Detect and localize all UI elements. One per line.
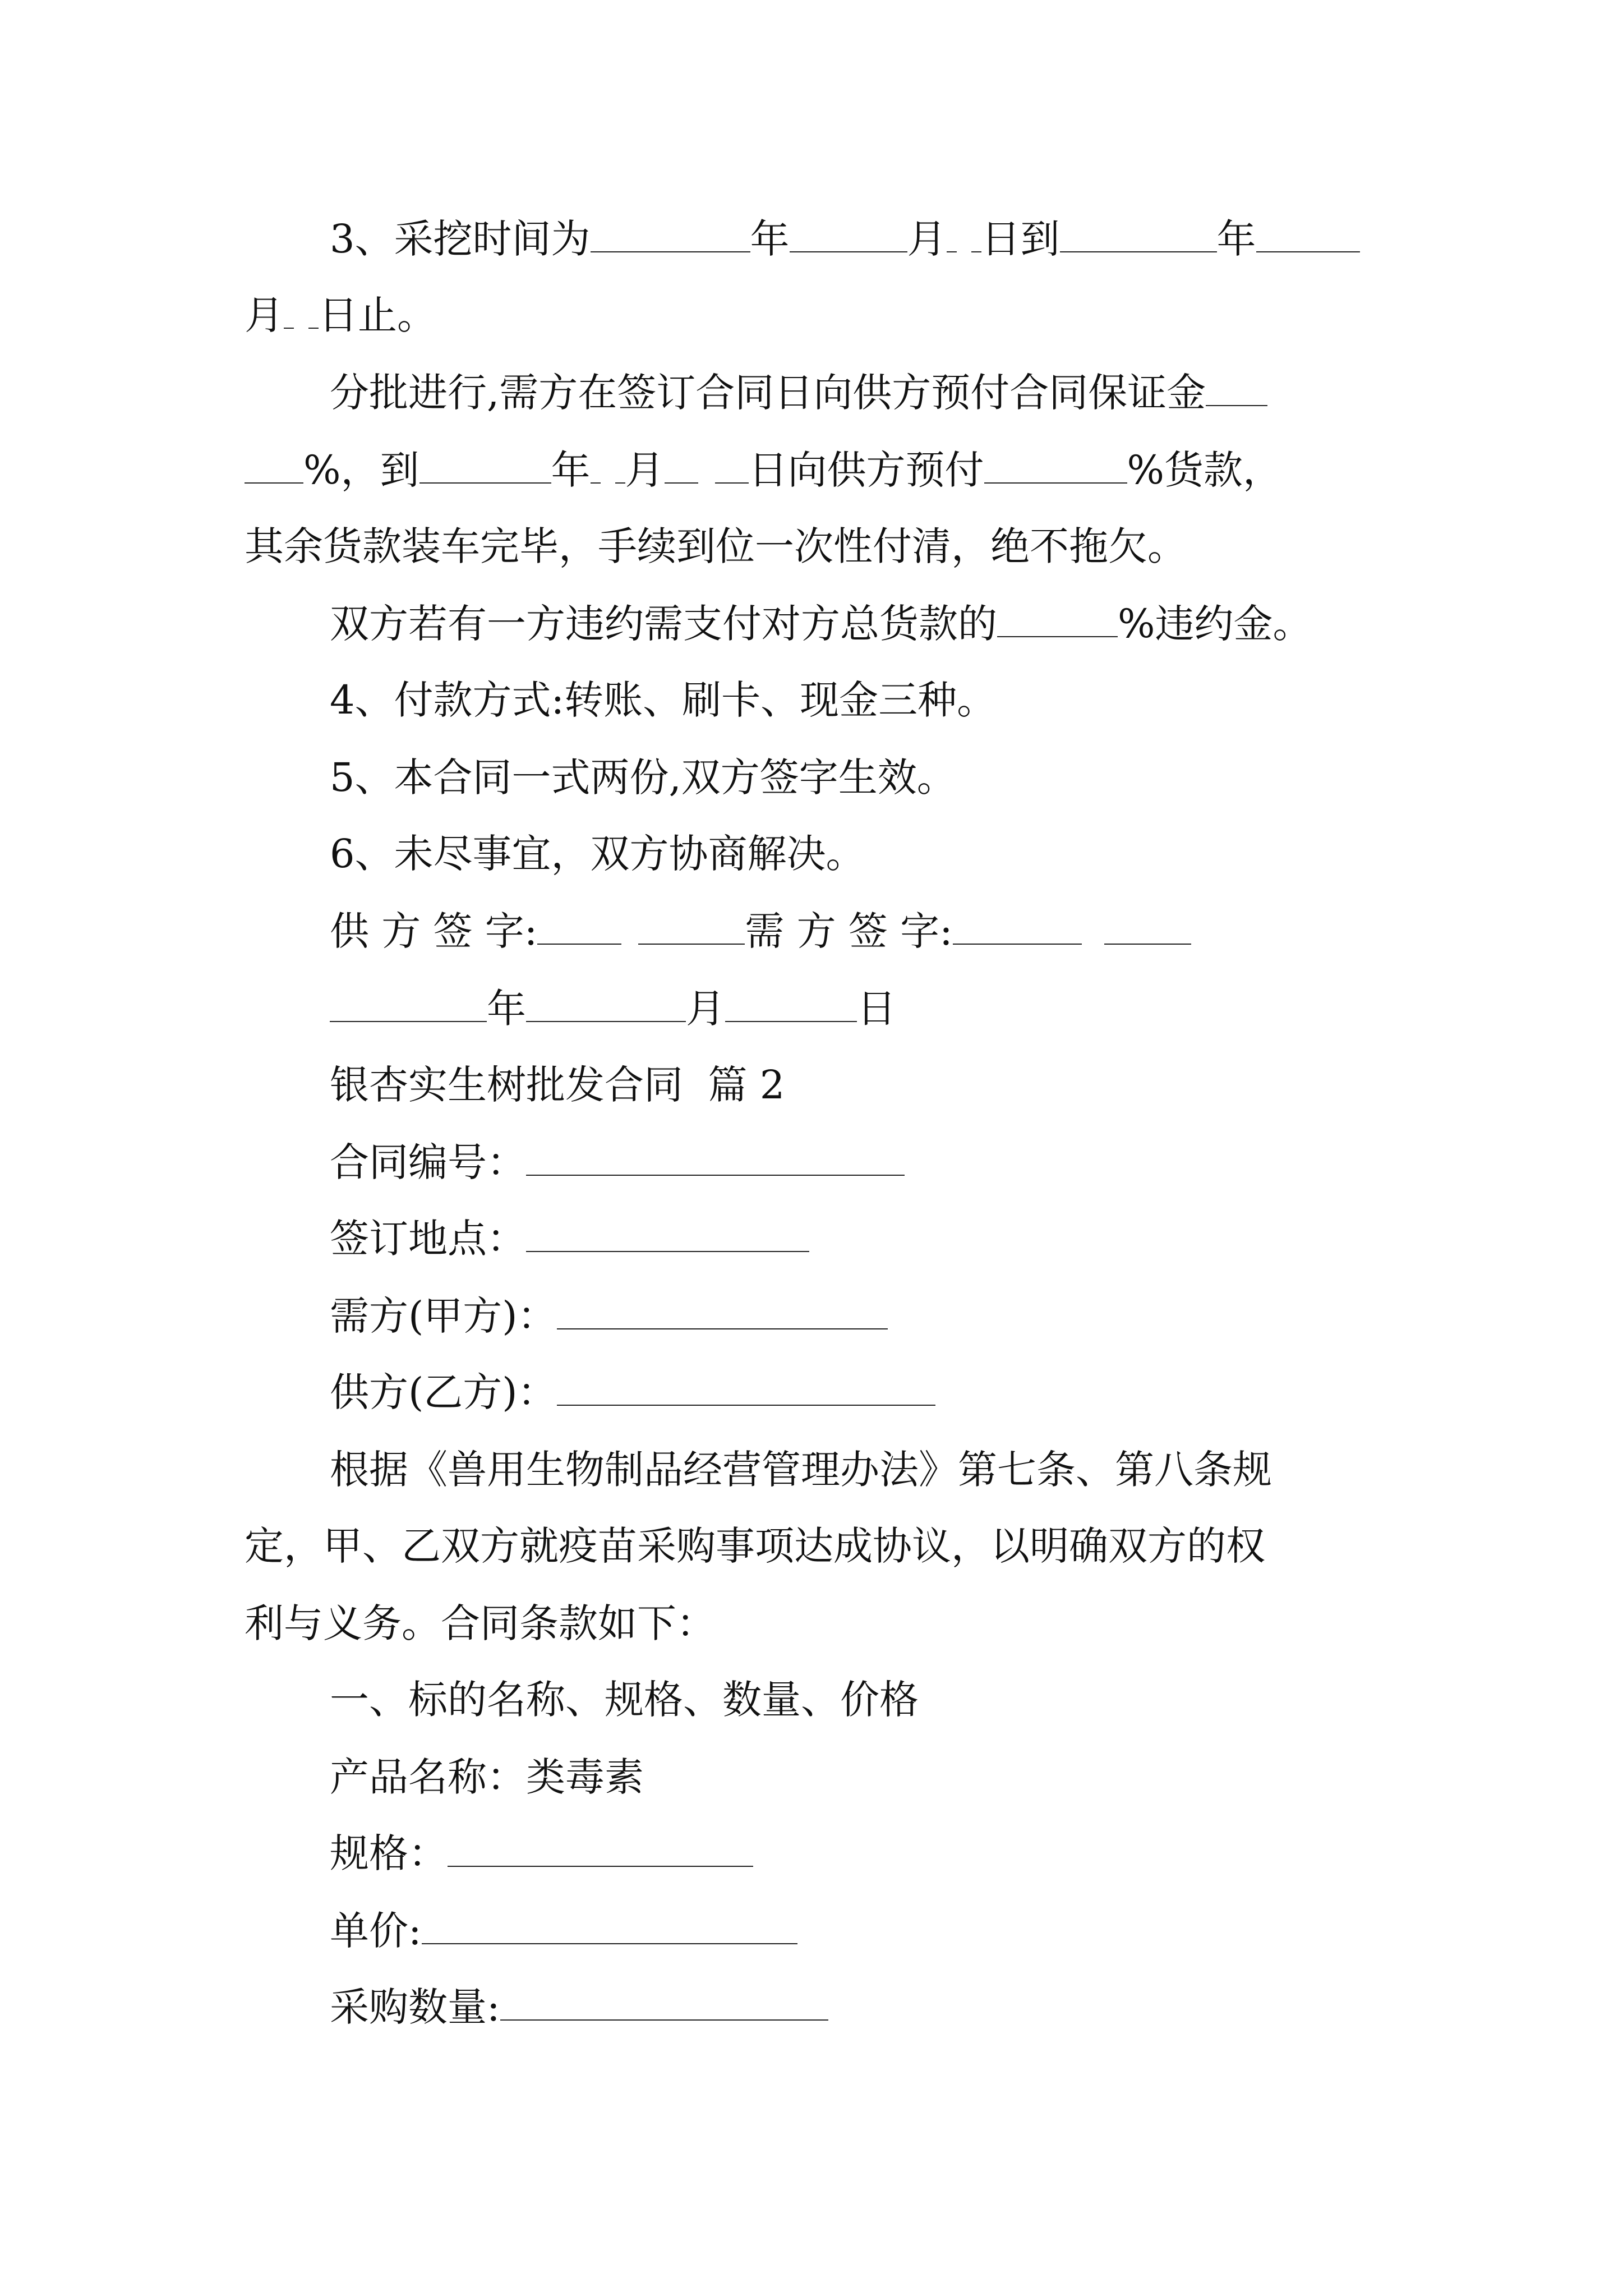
buyer-sign-label: 需 方 签 字: [745, 908, 953, 954]
price-blank [422, 1915, 797, 1944]
qty-line [330, 1980, 828, 2034]
contract-no-blank [526, 1147, 905, 1176]
section2-title: 银杏实生树批发合同 篇 2 [330, 1062, 785, 1108]
sign-year-label: 年 [487, 986, 526, 1032]
buyer-sign-blank-b [1104, 915, 1191, 945]
supplier-sign-blank-a [537, 915, 621, 945]
year2-blank [1060, 223, 1217, 252]
clause3-prefix: 3、采挖时间为 [330, 216, 591, 262]
supplier-blank [557, 1377, 935, 1406]
preamble-line2: 定，甲、乙双方就疫苗采购事项达成协议，以明确双方的权 [245, 1523, 1265, 1569]
prepay-day-blank-a [665, 454, 698, 484]
day-end-label: 日止。 [319, 292, 436, 338]
deposit-blank [1206, 377, 1267, 406]
date-line [330, 982, 896, 1036]
prepay-day-label: 日向供方预付 [748, 447, 984, 493]
day2-blank-b [308, 300, 319, 329]
batch-line2 [245, 443, 1282, 497]
supplier-sign-label: 供 方 签 字: [330, 908, 538, 954]
prepay-month-blank-a [591, 454, 601, 484]
batch-text-1: 分批进行,需方在签订合同日向供方预付合同保证金 [330, 370, 1206, 416]
month-label: 月 [907, 216, 947, 262]
preamble-line3: 利与义务。合同条款如下： [245, 1600, 716, 1646]
prepay-day-blank-b [715, 454, 749, 484]
day-to-label: 日到 [981, 216, 1060, 262]
buyer-sign-blank-a [953, 915, 1082, 945]
sign-day-blank [725, 993, 857, 1022]
pct-to-label: %，到 [303, 447, 419, 493]
buyer-blank [557, 1300, 888, 1329]
year-blank [591, 223, 750, 252]
clause3-line1 [330, 212, 1360, 266]
payment-pct-blank [984, 454, 1127, 484]
place-line [330, 1212, 809, 1266]
prepay-year-blank [419, 454, 551, 484]
place-label: 签订地点： [330, 1216, 526, 1262]
supplier-label: 供方(乙方)： [330, 1369, 557, 1415]
supplier-sign-blank-b [638, 915, 745, 945]
prepay-month-label: 月 [625, 447, 665, 493]
qty-label: 采购数量: [330, 1984, 500, 2030]
price-label: 单价: [330, 1908, 422, 1954]
spec-line [330, 1826, 753, 1880]
payment-pct-label: %货款， [1127, 447, 1283, 493]
sign-year-blank [330, 993, 487, 1022]
penalty-suffix: %违约金。 [1118, 601, 1312, 647]
buyer-line [330, 1289, 888, 1343]
penalty-line [330, 597, 1312, 651]
spec-blank [448, 1838, 753, 1867]
signature-line [330, 904, 1191, 958]
month-blank [790, 223, 907, 252]
sign-month-label: 月 [686, 986, 725, 1032]
contract-no-label: 合同编号： [330, 1139, 526, 1185]
day2-blank-a [284, 300, 294, 329]
year-label: 年 [750, 216, 790, 262]
product-name-line: 产品名称：类毒素 [330, 1754, 644, 1800]
preamble-line1: 根据《兽用生物制品经营管理办法》第七条、第八条规 [330, 1447, 1272, 1493]
penalty-prefix: 双方若有一方违约需支付对方总货款的 [330, 601, 997, 647]
contract-no-line [330, 1135, 905, 1189]
prepay-year-label: 年 [551, 447, 591, 493]
batch-text-3: 其余货款装车完毕，手续到位一次性付清，绝不拖欠。 [245, 523, 1187, 569]
day-blank-a [947, 223, 957, 252]
clause3-line2 [245, 288, 436, 342]
price-line [330, 1904, 797, 1958]
clause5: 5、本合同一式两份,双方签字生效。 [330, 754, 956, 800]
sign-day-label: 日 [857, 986, 896, 1032]
clause6: 6、未尽事宜，双方协商解决。 [330, 831, 865, 877]
spec-label: 规格： [330, 1830, 448, 1876]
clause4: 4、付款方式:转账、刷卡、现金三种。 [330, 677, 997, 723]
place-blank [526, 1223, 809, 1252]
qty-blank [500, 1991, 828, 2021]
buyer-label: 需方(甲方)： [330, 1293, 557, 1339]
batch-line1 [330, 366, 1267, 420]
sign-month-blank [526, 993, 686, 1022]
penalty-blank [997, 608, 1118, 637]
batch-line3 [245, 519, 1187, 573]
supplier-line [330, 1365, 935, 1419]
month2-label: 月 [245, 292, 284, 338]
month2-blank [1256, 223, 1360, 252]
year2-label: 年 [1216, 216, 1256, 262]
prepay-month-blank-b [615, 454, 625, 484]
item1-heading: 一、标的名称、规格、数量、价格 [330, 1677, 919, 1723]
deposit-blank-cont [245, 454, 303, 484]
day-blank-b [971, 223, 981, 252]
